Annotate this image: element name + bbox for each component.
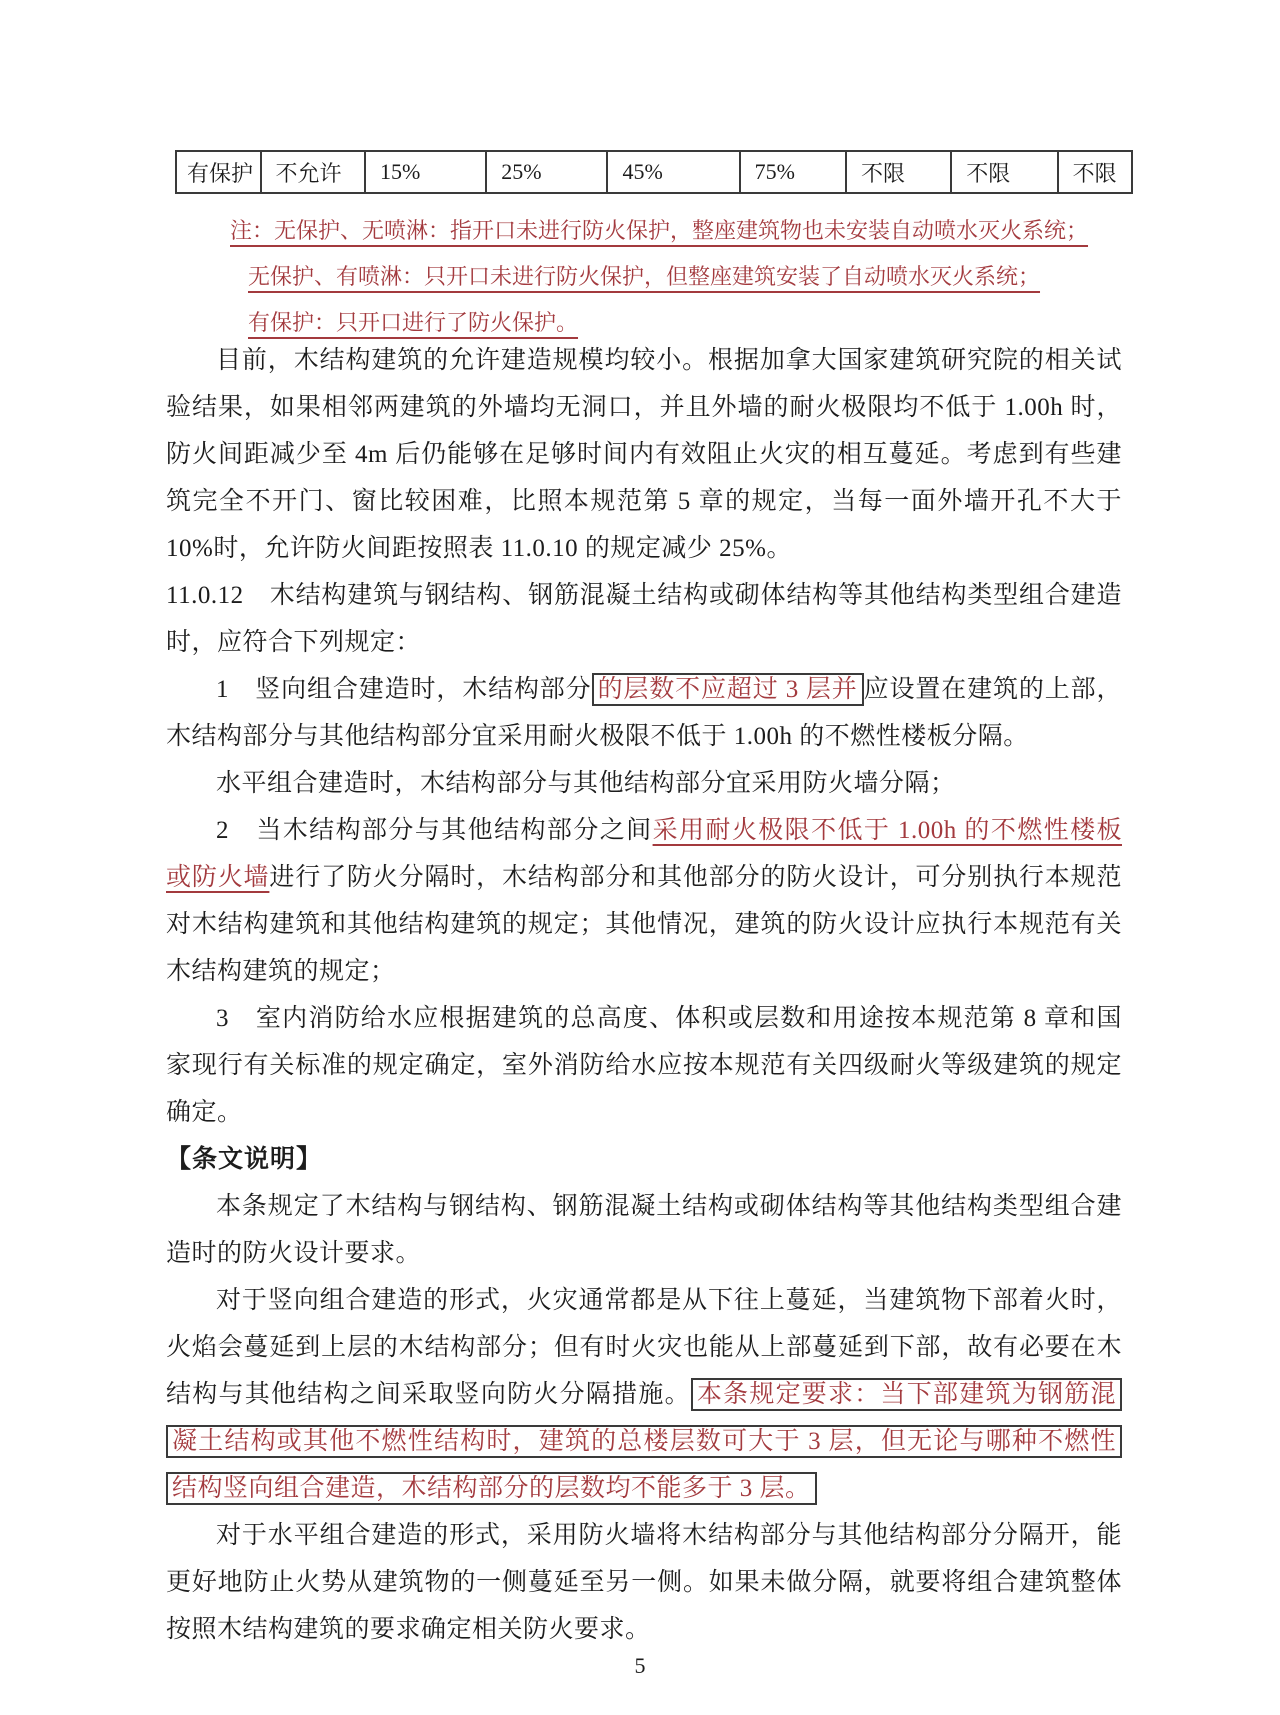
text-line xyxy=(166,1089,1122,1136)
table-cell: 不限 xyxy=(845,152,950,192)
text-line xyxy=(166,760,1122,807)
text-line xyxy=(166,713,1122,760)
text-segment: 火焰会蔓延到上层的木结构部分；但有时火灾也能从上部蔓延到下部，故有必要在木 xyxy=(166,1334,1122,1361)
text-line xyxy=(166,1465,1122,1512)
text-line xyxy=(166,431,1122,478)
fire-protection-table-row xyxy=(175,150,1133,194)
text-segment: 水平组合建造时，木结构部分与其他结构部分宜采用防火墙分隔； xyxy=(216,770,956,797)
text-line xyxy=(166,572,1122,619)
text-segment: 时，应符合下列规定： xyxy=(166,629,422,656)
text-line xyxy=(166,1512,1122,1559)
text-line xyxy=(166,666,1122,713)
table-cell: 不允许 xyxy=(260,152,364,192)
text-line xyxy=(166,948,1122,995)
text-line xyxy=(166,619,1122,666)
note-line: 有保护：只开口进行了防火保护。 xyxy=(248,310,579,335)
text-segment: 防火间距减少至 4m 后仍能够在足够时间内有效阻止火灾的相互蔓延。考虑到有些建 xyxy=(166,441,1122,468)
note-line: 注：无保护、无喷淋：指开口未进行防火保护，整座建筑物也未安装自动喷水灭火系统； xyxy=(230,218,1089,243)
red-underline-segment: 或防火墙 xyxy=(166,864,270,891)
text-segment: 家现行有关标准的规定确定，室外消防给水应按本规范有关四级耐火等级建筑的规定 xyxy=(166,1052,1122,1079)
text-line xyxy=(166,478,1122,525)
text-segment: 应设置在建筑的上部， xyxy=(863,676,1122,703)
body-text xyxy=(166,337,1122,1653)
text-segment: 对于竖向组合建造的形式，火灾通常都是从下往上蔓延，当建筑物下部着火时， xyxy=(216,1287,1122,1314)
text-segment: 本条规定了木结构与钢结构、钢筋混凝土结构或砌体结构等其他结构类型组合建 xyxy=(216,1193,1122,1220)
text-segment: 目前，木结构建筑的允许建造规模均较小。根据加拿大国家建筑研究院的相关试 xyxy=(216,347,1122,374)
text-segment: 筑完全不开门、窗比较困难，比照本规范第 5 章的规定，当每一面外墙开孔不大于 xyxy=(166,488,1122,515)
table-cell: 25% xyxy=(485,152,606,192)
text-line xyxy=(166,1042,1122,1089)
text-line xyxy=(166,1183,1122,1230)
text-line xyxy=(166,1230,1122,1277)
red-underline-segment: 采用耐火极限不低于 1.00h 的不燃性楼板 xyxy=(652,817,1122,844)
text-line xyxy=(166,807,1122,854)
text-line xyxy=(166,1324,1122,1371)
text-line xyxy=(166,1606,1122,1653)
text-segment: 2 当木结构部分与其他结构部分之间 xyxy=(216,817,653,844)
text-segment: 木结构部分与其他结构部分宜采用耐火极限不低于 1.00h 的不燃性楼板分隔。 xyxy=(166,723,1029,750)
text-segment: 3 室内消防给水应根据建筑的总高度、体积或层数和用途按本规范第 8 章和国 xyxy=(216,1005,1122,1032)
text-segment: 木结构建筑的规定； xyxy=(166,958,396,985)
text-segment: 10%时，允许防火间距按照表 11.0.10 的规定减少 25%。 xyxy=(166,535,792,562)
text-segment: 更好地防止火势从建筑物的一侧蔓延至另一侧。如果未做分隔，就要将组合建筑整体 xyxy=(166,1569,1122,1596)
text-line xyxy=(166,525,1122,572)
text-segment: 结构与其他结构之间采取竖向防火分隔措施。 xyxy=(166,1381,691,1408)
text-segment: 11.0.12 木结构建筑与钢结构、钢筋混凝土结构或砌体结构等其他结构类型组合建造 xyxy=(166,582,1122,609)
table-cell: 不限 xyxy=(1057,152,1131,192)
table-cell: 不限 xyxy=(950,152,1056,192)
table-cell: 15% xyxy=(364,152,485,192)
text-line xyxy=(166,1371,1122,1418)
text-segment: 对木结构建筑和其他结构建筑的规定；其他情况，建筑的防火设计应执行本规范有关 xyxy=(166,911,1122,938)
text-segment: 按照木结构建筑的要求确定相关防火要求。 xyxy=(166,1616,651,1643)
text-line xyxy=(166,995,1122,1042)
red-boxed-segment: 本条规定要求：当下部建筑为钢筋混 xyxy=(691,1378,1122,1411)
text-line xyxy=(166,854,1122,901)
text-segment: 1 竖向组合建造时，木结构部分 xyxy=(216,676,592,703)
text-line xyxy=(166,337,1122,384)
text-segment: 进行了防火分隔时，木结构部分和其他部分的防火设计，可分别执行本规范 xyxy=(269,864,1122,891)
text-line xyxy=(166,1136,1122,1183)
table-cell: 45% xyxy=(606,152,738,192)
table-cell: 有保护 xyxy=(187,160,254,186)
section-heading-segment: 【条文说明】 xyxy=(166,1145,323,1173)
text-line xyxy=(166,1559,1122,1606)
text-segment: 验结果，如果相邻两建筑的外墙均无洞口，并且外墙的耐火极限均不低于 1.00h 时， xyxy=(166,394,1122,421)
red-boxed-segment: 凝土结构或其他不燃性结构时，建筑的总楼层数可大于 3 层，但无论与哪种不燃性 xyxy=(166,1425,1122,1458)
text-line xyxy=(166,901,1122,948)
page-number: 5 xyxy=(634,1653,646,1678)
text-segment: 造时的防火设计要求。 xyxy=(166,1240,422,1267)
text-line xyxy=(166,384,1122,431)
table-cell: 75% xyxy=(739,152,845,192)
text-segment: 对于水平组合建造的形式，采用防火墙将木结构部分与其他结构部分分隔开，能 xyxy=(216,1522,1122,1549)
note-line: 无保护、有喷淋：只开口未进行防火保护，但整座建筑安装了自动喷水灭火系统； xyxy=(248,264,1041,289)
text-segment: 确定。 xyxy=(166,1099,243,1126)
table-notes xyxy=(168,208,1133,346)
red-boxed-segment: 结构竖向组合建造，木结构部分的层数均不能多于 3 层。 xyxy=(166,1472,817,1505)
red-boxed-segment: 的层数不应超过 3 层并 xyxy=(592,673,864,706)
text-line xyxy=(166,1277,1122,1324)
text-line xyxy=(166,1418,1122,1465)
